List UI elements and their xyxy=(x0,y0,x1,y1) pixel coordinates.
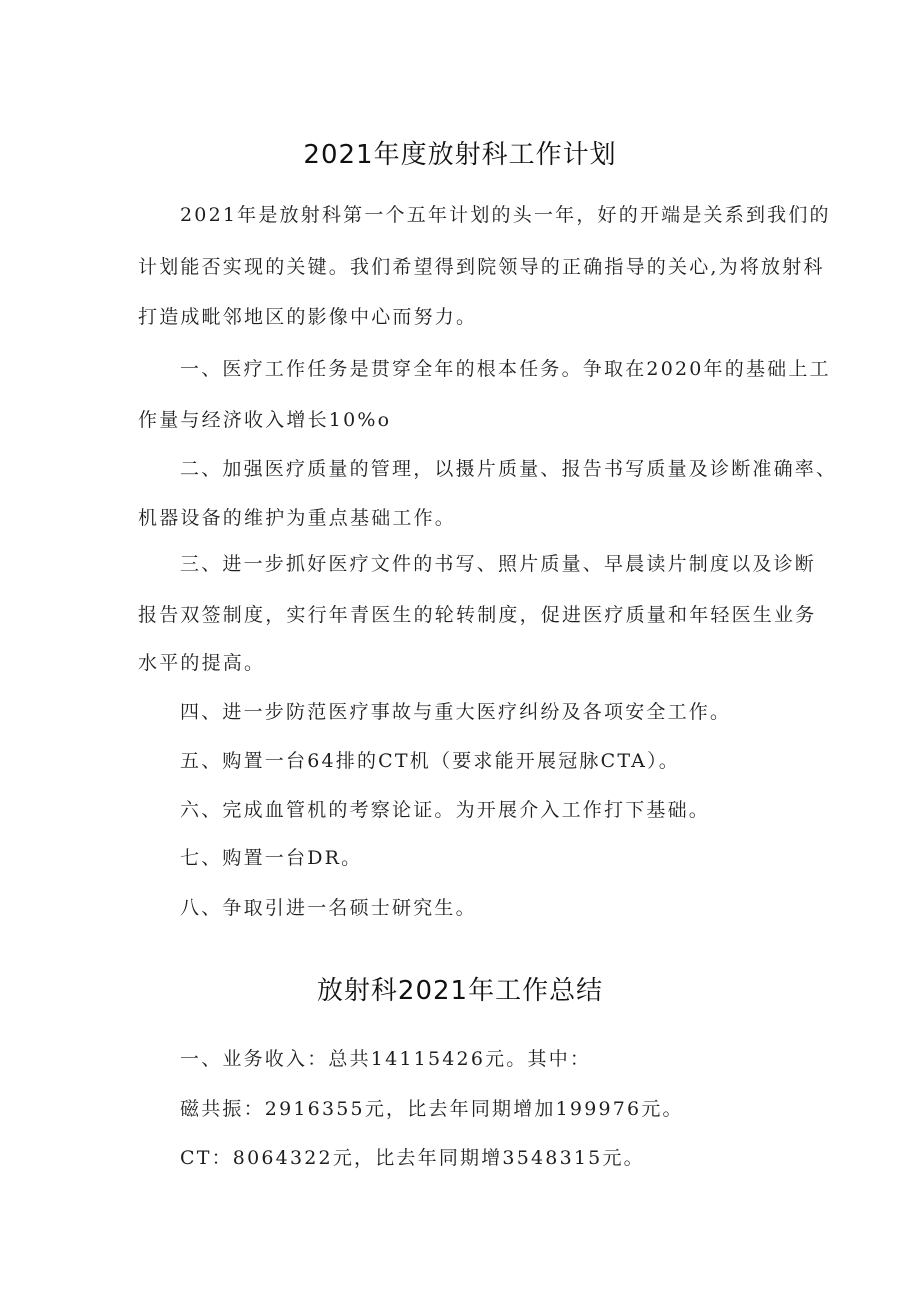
plan-line: 七、购置一台DR。 xyxy=(180,847,363,869)
plan-line: 三、进一步抓好医疗文件的书写、照片质量、早晨读片制度以及诊断 xyxy=(180,553,817,575)
plan-line: 二、加强医疗质量的管理，以摄片质量、报告书写质量及诊断准确率、 xyxy=(180,458,838,480)
summary-line: CT：8064322元，比去年同期增3548315元。 xyxy=(180,1147,645,1169)
plan-line: 八、争取引进一名硕士研究生。 xyxy=(180,897,477,919)
summary-line: 一、业务收入：总共14115426元。其中： xyxy=(180,1048,592,1070)
plan-line: 2021年是放射科第一个五年计划的头一年，好的开端是关系到我们的 xyxy=(180,204,831,226)
plan-line: 水平的提高。 xyxy=(138,652,266,674)
plan-title: 2021年度放射科工作计划 xyxy=(303,140,617,170)
plan-line: 作量与经济收入增长10%o xyxy=(138,409,392,431)
plan-line: 报告双签制度，实行年青医生的轮转制度，促进医疗质量和年轻医生业务 xyxy=(138,604,817,626)
plan-line: 一、医疗工作任务是贯穿全年的根本任务。争取在2020年的基础上工 xyxy=(180,358,831,380)
plan-line: 机器设备的维护为重点基础工作。 xyxy=(138,507,457,529)
plan-line: 六、完成血管机的考察论证。为开展介入工作打下基础。 xyxy=(180,799,711,821)
plan-line: 计划能否实现的关键。我们希望得到院领导的正确指导的关心,为将放射科 xyxy=(138,256,825,278)
plan-line: 四、进一步防范医疗事故与重大医疗纠纷及各项安全工作。 xyxy=(180,701,732,723)
summary-line: 磁共振：2916355元，比去年同期增加199976元。 xyxy=(180,1098,684,1120)
plan-line: 打造成毗邻地区的影像中心而努力。 xyxy=(138,306,478,328)
plan-line: 五、购置一台64排的CT机（要求能开展冠脉CTA）。 xyxy=(180,750,680,772)
summary-title: 放射科2021年工作总结 xyxy=(316,976,604,1006)
